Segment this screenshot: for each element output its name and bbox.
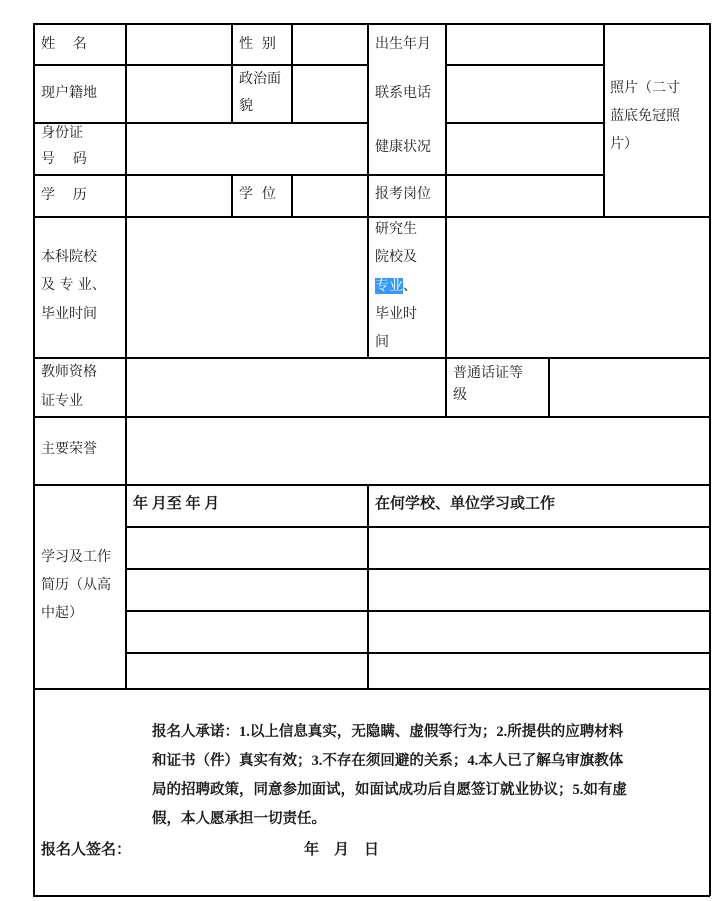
resume-header-institution: 在何学校、单位学习或工作 [375,496,556,512]
label-resume-line3: 中起） [41,605,83,621]
hukou-field[interactable] [127,66,230,121]
label-hukou: 现户籍地 [41,85,97,101]
label-undergrad-line1: 本科院校 [41,249,97,265]
birth-field[interactable] [447,25,602,64]
label-resume-line2: 简历（从高 [41,577,111,593]
label-position: 报考岗位 [375,186,431,202]
resume-row-2-institution[interactable] [369,570,708,609]
degree-field[interactable] [293,176,366,215]
gender-field[interactable] [293,25,366,64]
photo-label-line2: 蓝底免冠照 [610,108,680,124]
label-birth: 出生年月 [375,36,431,52]
resume-row-3-institution[interactable] [369,612,708,651]
divider [33,688,710,690]
position-field[interactable] [447,176,602,215]
resume-row-4-period[interactable] [127,654,366,687]
border-left [33,23,35,896]
pledge-line-3: 局的招聘政策，同意参加面试，如面试成功后自愿签订就业协议；5.如有虚 [152,782,627,798]
divider [367,23,369,357]
name-field[interactable] [127,25,230,64]
resume-row-3-period[interactable] [127,612,366,651]
label-political-line1: 政治面 [239,71,281,87]
phone-field[interactable] [447,66,602,121]
grad-label-suffix: 、 [403,278,417,294]
photo-label-line3: 片） [610,136,638,152]
border-bottom [33,895,710,897]
label-id-line1: 身份证 [41,125,83,141]
photo-label-line1: 照片（二寸 [610,80,680,96]
pledge-line-1: 报名人承诺：1.以上信息真实，无隐瞒、虚假等行为；2.所提供的应聘材料 [152,724,624,740]
divider [445,357,447,416]
honors-field[interactable] [127,418,708,483]
label-mandarin-line1: 普通话证等 [453,365,523,381]
resume-row-1-institution[interactable] [369,528,708,567]
label-grad-line1: 研究生 [375,221,417,237]
divider [231,174,233,216]
resume-header-period: 年 月至 年 月 [133,496,220,512]
label-undergrad-line3: 毕业时间 [41,306,97,322]
label-grad-line2: 院校及 [375,249,417,265]
political-field[interactable] [293,66,366,121]
label-mandarin-line2: 级 [453,387,467,403]
label-gender: 性 别 [239,36,276,52]
resume-row-4-institution[interactable] [369,654,708,687]
mandarin-field[interactable] [550,359,708,415]
signature-date[interactable]: 年 月 日 [304,842,380,858]
label-education: 学 历 [41,187,87,203]
label-health: 健康状况 [375,139,431,155]
education-field[interactable] [127,176,230,215]
grad-field[interactable] [447,218,708,356]
label-name: 姓 名 [41,36,87,52]
divider [231,23,233,122]
label-undergrad-line2: 及 专 业、 [41,277,106,293]
label-political-line2: 貌 [239,98,253,114]
label-honors: 主要荣誉 [41,441,97,457]
label-teacher-cert-line1: 教师资格 [41,364,97,380]
signature-field[interactable] [140,837,290,864]
resume-row-2-period[interactable] [127,570,366,609]
undergrad-field[interactable] [127,218,366,356]
label-degree: 学 位 [239,186,276,202]
id-number-field[interactable] [127,124,366,173]
divider [33,484,710,486]
pledge-line-4: 假，本人愿承担一切责任。 [152,811,326,827]
pledge-line-2: 和证书（件）真实有效；3.不存在须回避的关系；4.本人已了解乌审旗教体 [152,753,624,769]
label-id-line2: 号 码 [41,151,87,167]
border-right [709,23,711,896]
label-grad-line5: 间 [375,334,389,350]
label-grad-line4: 毕业时 [375,306,417,322]
photo-area[interactable] [605,25,708,215]
label-grad-line3 [375,273,417,300]
selected-text[interactable]: 专业 [375,278,403,294]
label-phone: 联系电话 [375,85,431,101]
teacher-cert-field[interactable] [127,359,444,415]
label-teacher-cert-line2: 证专业 [41,393,83,409]
label-resume-line1: 学习及工作 [41,549,111,565]
resume-row-1-period[interactable] [127,528,366,567]
health-field[interactable] [447,124,602,173]
signature-label: 报名人签名： [41,842,132,858]
